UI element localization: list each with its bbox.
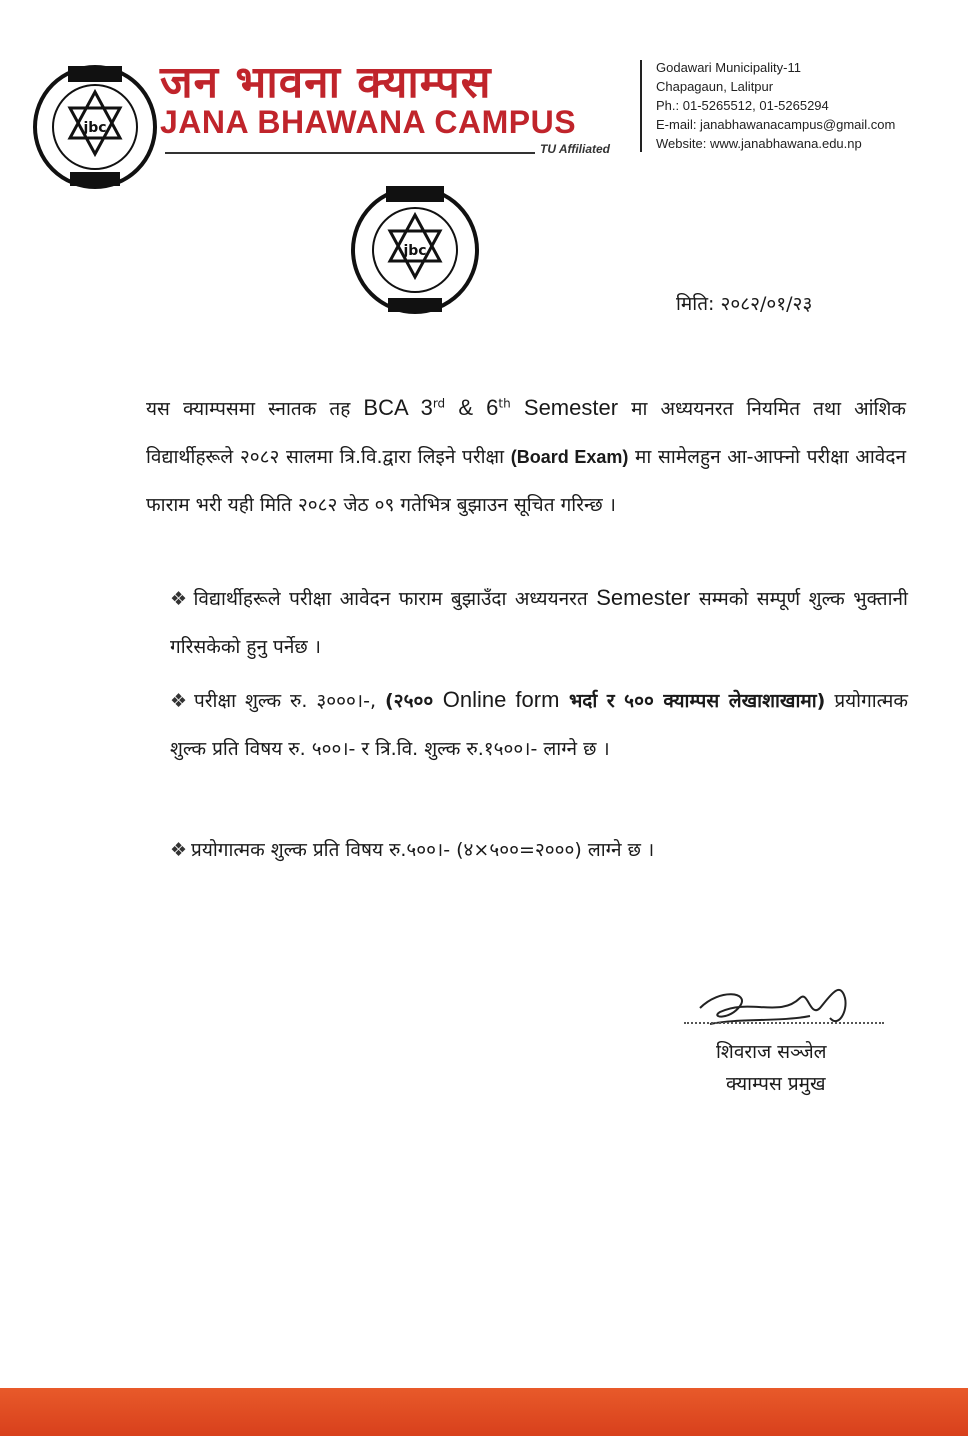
diamond-bullet-icon: ❖: [170, 690, 190, 712]
svg-text:jbc: jbc: [83, 120, 107, 136]
bullet2-text-b: प्रयोगात्मक शुल्क प्रति विषय रु. ५००।- र त्रि.वि. शुल्क रु.१५००।- लाग्ने छ ।: [170, 690, 908, 760]
diamond-bullet-icon: ❖: [170, 839, 188, 861]
bullet1-text-b: सम्मको सम्पूर्ण शुल्क भुक्तानी गरिसकेको हुनु पर्नेछ ।: [170, 588, 908, 658]
contact-website: Website: www.janabhawana.edu.np: [656, 136, 862, 151]
intro-text-b: मा अध्ययनरत नियमित तथा आंशिक विद्यार्थीहरूले २०८२ सालमा त्रि.वि.द्वारा लिइने परीक्षा: [146, 398, 906, 468]
campus-seal-stamp: [340, 180, 490, 320]
intro-board-exam: (Board Exam): [510, 447, 629, 467]
intro-rd: rd: [432, 396, 446, 411]
contact-email: E-mail: janabhawanacampus@gmail.com: [656, 117, 896, 132]
intro-text-a: यस क्याम्पसमा स्नातक तह: [146, 398, 364, 420]
notice-intro-paragraph: [146, 384, 906, 529]
intro-text-c: मा सामेलहुन आ-आफ्नो परीक्षा आवेदन फाराम भरी यही मिति २०८२ जेठ ०९ गतेभित्र बुझाउन सूचित गरिन्छ ।: [146, 446, 906, 516]
intro-th: th: [498, 396, 511, 411]
notice-bullet-3: [170, 826, 908, 874]
bullet3-text: प्रयोगात्मक शुल्क प्रति विषय रु.५००।- (४×५००=२०००) लाग्ने छ ।: [191, 839, 655, 861]
header-divider: [640, 60, 642, 152]
affiliation-label: TU Affiliated: [540, 142, 611, 156]
footer-color-bar: [0, 1388, 968, 1436]
diamond-bullet-icon: ❖: [170, 588, 190, 610]
intro-semester: Semester: [510, 395, 619, 420]
contact-city: Chapagaun, Lalitpur: [656, 79, 774, 94]
intro-bca: BCA 3: [363, 395, 433, 420]
bullet2-bold-b: भर्दा र ५०० क्याम्पस लेखाशाखामा): [559, 690, 826, 712]
contact-address: Godawari Municipality-11: [656, 60, 801, 75]
campus-name-english: JANA BHAWANA CAMPUS: [160, 104, 577, 140]
bullet1-semester: Semester: [596, 585, 691, 610]
intro-amp: & 6: [445, 395, 499, 420]
notice-bullet-2: [170, 676, 908, 773]
signature-scribble: [690, 978, 870, 1038]
bullet2-bold-a: (२५००: [385, 690, 443, 712]
signature-line: [684, 1022, 884, 1024]
contact-phone: Ph.: 01-5265512, 01-5265294: [656, 98, 829, 113]
notice-bullet-1: [170, 574, 908, 671]
signatory-title: क्याम्पस प्रमुख: [726, 1073, 826, 1095]
notice-date: मिति: २०८२/०१/२३: [676, 293, 813, 315]
bullet2-online-form: Online form: [442, 687, 560, 712]
campus-logo: [30, 62, 160, 192]
campus-name-nepali: जन भावना क्याम्पस: [160, 57, 492, 108]
contact-block: [656, 58, 895, 153]
bullet1-text-a: विद्यार्थीहरूले परीक्षा आवेदन फाराम बुझाउँदा अध्ययनरत: [193, 588, 597, 610]
bullet2-text-a: परीक्षा शुल्क रु. ३०००।-,: [193, 690, 385, 712]
header-rule: [165, 152, 535, 154]
svg-text:jbc: jbc: [403, 243, 427, 259]
signatory-name: शिवराज सञ्जेल: [716, 1041, 827, 1063]
